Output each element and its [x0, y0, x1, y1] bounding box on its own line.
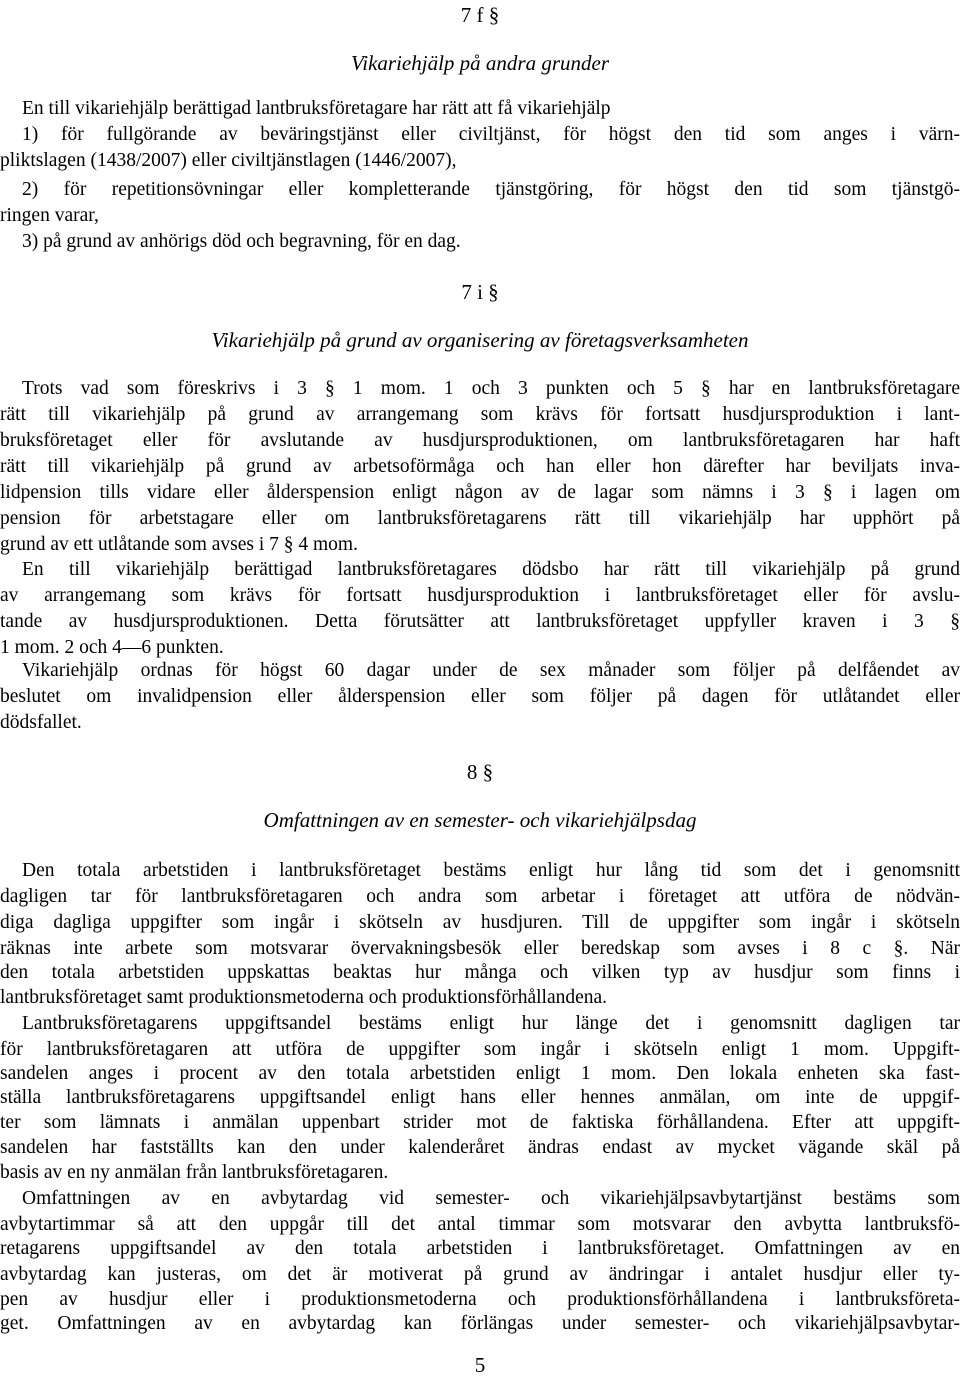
text-line: bruksföretaget eller för avslutande av husdjursproduktionen, om lantbruksföretagaren har haft — [0, 430, 960, 451]
section-heading: Vikariehjälp på andra grunder — [350, 51, 609, 75]
text-line: lidpension tills vidare eller ålderspension enligt någon av de lagar som nämns i 3 § i lagen om — [0, 482, 960, 503]
text-line: En till vikariehjälp berättigad lantbruksföretagares dödsbo har rätt till vikariehjälp på grund — [22, 559, 960, 580]
text-line: dagligen tar för lantbruksföretagaren och andra som arbetar i företaget att utföra de nödvän- — [0, 886, 960, 907]
page-number: 5 — [474, 1353, 486, 1377]
text-line: Trots vad som föreskrivs i 3 § 1 mom. 1 och 3 punkten och 5 § har en lantbruksföretagare — [22, 378, 960, 399]
section-number: 7 i § — [461, 280, 499, 304]
text-line: räknas inte arbete som motsvarar övervakningsbesök eller beredskap som avses i 8 c §. När — [0, 938, 960, 959]
text-line: Den totala arbetstiden i lantbruksföretaget bestäms enligt hur lång tid som det i genomsnitt — [22, 860, 960, 881]
text-line: tande av husdjursproduktionen. Detta förutsätter att lantbruksföretaget uppfyller kraven i 3 § — [0, 611, 960, 632]
text-line: 3) på grund av anhörigs död och begravning, för en dag. — [22, 231, 461, 252]
section-heading: Vikariehjälp på grund av organisering av företagsverksamheten — [211, 328, 749, 352]
text-line: rätt till vikariehjälp på grund av arbetsoförmåga och han eller hon därefter har beviljats inva- — [0, 456, 960, 477]
section-number: 7 f § — [460, 3, 500, 27]
text-line: Vikariehjälp ordnas för högst 60 dagar under de sex månader som följer på delfåendet av — [22, 660, 960, 681]
text-line: pension för arbetstagare eller om lantbruksföretagarens rätt till vikariehjälp har upphört på — [0, 508, 960, 529]
text-line: för lantbruksföretagaren att utföra de uppgifter som ingår i skötseln enligt 1 mom. Uppgift- — [0, 1039, 960, 1060]
text-line: beslutet om invalidpension eller ålderspension eller som följer på dagen för utlåtandet eller — [0, 686, 960, 707]
text-line: 2) för repetitionsövningar eller kompletterande tjänstgöring, för högst den tid som tjänstgö- — [22, 179, 960, 200]
text-line: En till vikariehjälp berättigad lantbruksföretagare har rätt att få vikariehjälp — [22, 98, 611, 119]
text-line: diga dagliga uppgifter som ingår i skötseln av husdjuren. Till de uppgifter som ingår i skötseln — [0, 912, 960, 933]
text-line: pliktslagen (1438/2007) eller civiltjänstlagen (1446/2007), — [0, 150, 457, 171]
section-heading: Omfattningen av en semester- och vikariehjälpsdag — [263, 808, 697, 832]
text-line: avbytartimmar så att den uppgår till det antal timmar som motsvarar den avbytta lantbruksfö- — [0, 1214, 960, 1235]
text-line: get. Omfattningen av en avbytardag kan förlängas under semester- och vikariehjälpsavbytar- — [0, 1313, 960, 1334]
text-line: basis av en ny anmälan från lantbruksföretagaren. — [0, 1162, 389, 1183]
text-line: 1) för fullgörande av beväringstjänst eller civiltjänst, för högst den tid som anges i värn- — [22, 124, 960, 145]
text-line: ringen varar, — [0, 205, 99, 226]
text-line: avbytardag kan justeras, om det är motiverat på grund av ändringar i antalet husdjur eller ty- — [0, 1264, 960, 1285]
text-line: sandelen anges i procent av den totala arbetstiden enligt 1 mom. Den lokala enheten ska fast- — [0, 1063, 960, 1084]
text-line: ter som lämnats i anmälan uppenbart strider mot de faktiska förhållandena. Efter att uppgift- — [0, 1112, 960, 1133]
text-line: 1 mom. 2 och 4—6 punkten. — [0, 637, 224, 658]
section-number: 8 § — [466, 760, 494, 784]
text-line: dödsfallet. — [0, 712, 82, 733]
text-line: lantbruksföretaget samt produktionsmetoderna och produktionsförhållandena. — [0, 987, 608, 1008]
text-line: sandelen har fastställts kan den under kalenderåret ändras endast av mycket vägande skäl på — [0, 1137, 960, 1158]
text-line: ställa lantbruksföretagarens uppgiftsandel enligt hans eller hennes anmälan, om inte de uppgif- — [0, 1087, 960, 1108]
text-line: den totala arbetstiden uppskattas beaktas hur många och vilken typ av husdjur som finns i — [0, 962, 960, 983]
text-line: Omfattningen av en avbytardag vid semester- och vikariehjälpsavbytartjänst bestäms som — [22, 1188, 960, 1209]
text-line: rätt till vikariehjälp på grund av arrangemang som krävs för fortsatt husdjursproduktion i lant- — [0, 404, 960, 425]
text-line: grund av ett utlåtande som avses i 7 § 4 mom. — [0, 534, 358, 555]
text-line: retagarens uppgiftsandel av den totala arbetstiden i lantbruksföretaget. Omfattningen av en — [0, 1238, 960, 1259]
text-line: pen av husdjur eller i produktionsmetoderna och produktionsförhållandena i lantbruksföreta- — [0, 1289, 960, 1310]
text-line: av arrangemang som krävs för fortsatt husdjursproduktion i lantbruksföretaget eller för avslu- — [0, 585, 960, 606]
text-line: Lantbruksföretagarens uppgiftsandel bestäms enligt hur länge det i genomsnitt dagligen tar — [22, 1013, 960, 1034]
